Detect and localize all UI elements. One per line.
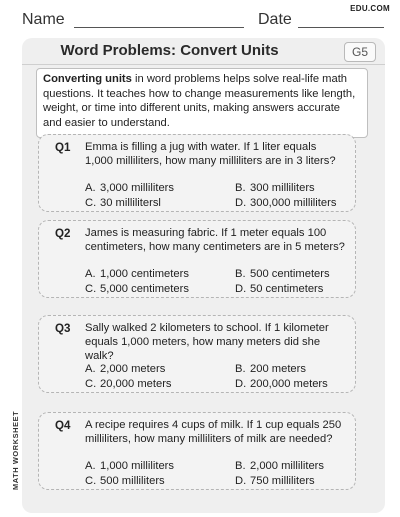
option-a[interactable]: A. 1,000 milliliters <box>85 460 174 472</box>
option-d[interactable]: D. 300,000 milliliters <box>235 197 337 209</box>
option-c[interactable]: C. 20,000 meters <box>85 378 172 390</box>
question-text: A recipe requires 4 cups of milk. If 1 cup equals 250 milliliters, how many milliliters of milk are needed? <box>85 419 342 446</box>
option-c[interactable]: C. 30 millilitersl <box>85 197 161 209</box>
option-b[interactable]: B. 2,000 milliliters <box>235 460 324 472</box>
question-text: Sally walked 2 kilometers to school. If 1 kilometer equals 1,000 meters, how many meters did she walk? <box>85 322 329 363</box>
header <box>0 0 400 30</box>
brand-logo: EDU.COM <box>350 4 390 13</box>
option-c[interactable]: C. 500 milliliters <box>85 475 165 487</box>
option-b[interactable]: B. 300 milliliters <box>235 182 315 194</box>
date-field-line[interactable] <box>298 27 384 28</box>
option-a[interactable]: A. 1,000 centimeters <box>85 268 189 280</box>
question-card-4 <box>38 412 356 490</box>
option-b[interactable]: B. 200 meters <box>235 363 306 375</box>
side-label: MATH WORKSHEET <box>11 410 20 490</box>
intro-box <box>36 68 368 138</box>
option-d[interactable]: D. 750 milliliters <box>235 475 315 487</box>
question-text: James is measuring fabric. If 1 meter equals 100 centimeters, how many centimeters are in 5 meters? <box>85 227 345 254</box>
intro-term: Converting units <box>43 73 132 85</box>
question-number: Q2 <box>55 227 71 240</box>
question-number: Q3 <box>55 322 71 335</box>
title-bar <box>22 38 385 65</box>
question-number: Q1 <box>55 141 71 154</box>
question-card-1 <box>38 134 356 212</box>
grade-badge: G5 <box>344 42 376 62</box>
date-label: Date <box>258 11 292 28</box>
option-c[interactable]: C. 5,000 centimeters <box>85 283 189 295</box>
option-d[interactable]: D. 50 centimeters <box>235 283 324 295</box>
question-card-2 <box>38 220 356 298</box>
name-label: Name <box>22 11 65 28</box>
question-number: Q4 <box>55 419 71 432</box>
option-a[interactable]: A. 3,000 milliliters <box>85 182 174 194</box>
name-field-line[interactable] <box>74 27 244 28</box>
option-d[interactable]: D. 200,000 meters <box>235 378 328 390</box>
option-b[interactable]: B. 500 centimeters <box>235 268 330 280</box>
intro-text: in word problems helps solve real-life math questions. It teaches how to change measurements like length, weight, or time into different units, making answers accurate and easier to understand. <box>43 73 356 129</box>
question-card-3 <box>38 315 356 393</box>
worksheet-title: Word Problems: Convert Units <box>60 42 279 59</box>
question-text: Emma is filling a jug with water. If 1 liter equals 1,000 milliliters, how many milliliters are in 3 liters? <box>85 141 336 168</box>
option-a[interactable]: A. 2,000 meters <box>85 363 166 375</box>
